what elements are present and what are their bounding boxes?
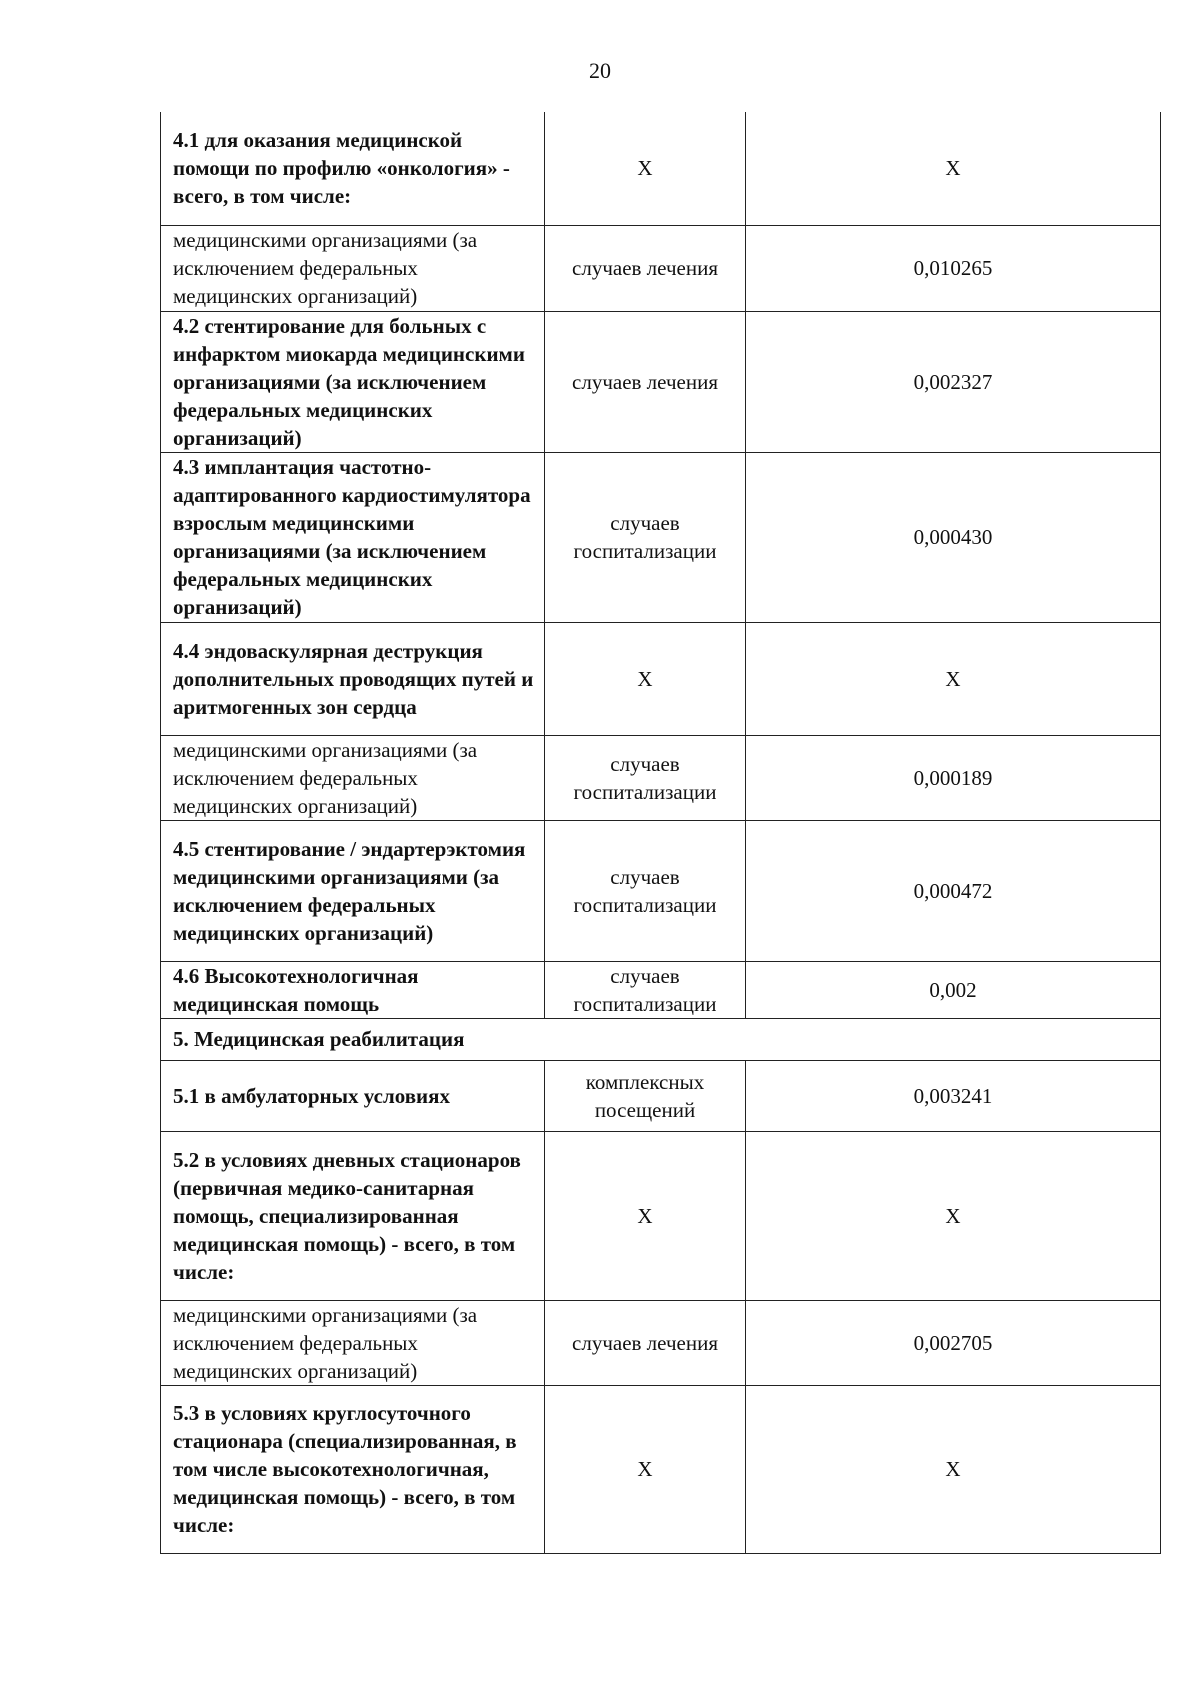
row-value-cell: [746, 1060, 1161, 1131]
row-value: 0,002: [929, 977, 977, 1002]
row-unit: случаев госпитализации: [573, 751, 717, 804]
table-row: [161, 735, 1161, 820]
row-unit: случаев лечения: [572, 256, 718, 280]
row-name: 4.6 Высокотехнологичная медицинская помощь: [173, 963, 419, 1016]
indicators-table: [160, 112, 1161, 1554]
row-unit: случаев лечения: [572, 1330, 718, 1355]
row-unit: случаев госпитализации: [573, 864, 717, 917]
row-name: 4.1 для оказания медицинской помощи по профилю «онкология» - всего, в том числе:: [173, 128, 510, 209]
row-name-cell: [161, 1300, 545, 1385]
row-name-cell: [161, 1385, 545, 1553]
row-unit-cell: [545, 311, 746, 452]
row-value: 0,010265: [913, 256, 993, 280]
row-unit-cell: [545, 225, 746, 311]
row-unit: комплексных посещений: [585, 1069, 705, 1122]
row-name-cell: [161, 452, 545, 622]
section-heading: [161, 1018, 1161, 1060]
row-value-cell: [746, 820, 1161, 961]
page-number: 20: [589, 58, 611, 83]
row-name: медицинскими организациями (за исключением федеральных медицинских организаций): [173, 228, 478, 308]
row-unit: X: [637, 156, 653, 181]
row-unit: X: [637, 666, 653, 691]
row-unit: случаев лечения: [572, 369, 718, 394]
row-unit-cell: [545, 961, 746, 1018]
row-name: медицинскими организациями (за исключением федеральных медицинских организаций): [173, 1302, 478, 1383]
table-row: [161, 112, 1161, 225]
row-value-cell: [746, 1131, 1161, 1300]
row-unit-cell: [545, 622, 746, 735]
row-name: 4.3 имплантация частотно-адаптированного кардиостимулятора взрослым медицинскими организациями (за исключением федеральных медицинских организаций): [173, 455, 531, 619]
row-name-cell: [161, 735, 545, 820]
table-row: [161, 961, 1161, 1018]
table-row: [161, 1300, 1161, 1385]
row-value: 0,002327: [913, 369, 993, 394]
row-unit-cell: [545, 1060, 746, 1131]
row-value: X: [945, 1203, 961, 1228]
row-value-cell: [746, 225, 1161, 311]
row-value-cell: [746, 961, 1161, 1018]
row-name-cell: [161, 311, 545, 452]
row-name-cell: [161, 1060, 545, 1131]
table-row: [161, 225, 1161, 311]
row-unit: X: [637, 1203, 653, 1228]
row-value: 0,000189: [913, 765, 993, 790]
row-name-cell: [161, 1131, 545, 1300]
table-row: [161, 1131, 1161, 1300]
row-name-cell: [161, 622, 545, 735]
row-unit-cell: [545, 112, 746, 225]
row-value-cell: [746, 112, 1161, 225]
row-unit: случаев госпитализации: [573, 963, 717, 1016]
row-value: 0,000430: [913, 525, 993, 549]
row-value: X: [945, 1457, 961, 1481]
row-name-cell: [161, 112, 545, 225]
table-row: [161, 1385, 1161, 1553]
row-value: X: [945, 156, 961, 181]
row-unit-cell: [545, 735, 746, 820]
section-row: [161, 1018, 1161, 1060]
row-name: 5.1 в амбулаторных условиях: [173, 1083, 451, 1108]
row-value: 0,002705: [913, 1330, 993, 1355]
row-unit: случаев госпитализации: [573, 511, 717, 563]
row-unit-cell: [545, 820, 746, 961]
row-unit: X: [637, 1457, 653, 1481]
table-row: [161, 311, 1161, 452]
row-unit-cell: [545, 1300, 746, 1385]
row-name-cell: [161, 820, 545, 961]
row-value-cell: [746, 1300, 1161, 1385]
row-unit-cell: [545, 1385, 746, 1553]
row-value-cell: [746, 735, 1161, 820]
row-name-cell: [161, 961, 545, 1018]
table-row: [161, 820, 1161, 961]
row-name: 5.3 в условиях круглосуточного стационара (специализированная, в том числе высокотехнологичная, медицинская помощь) - всего, в том числе:: [173, 1401, 517, 1537]
row-value: X: [945, 666, 961, 691]
row-name-cell: [161, 225, 545, 311]
row-name: 4.4 эндоваскулярная деструкция дополнительных проводящих путей и аритмогенных зон сердца: [173, 638, 534, 719]
row-value-cell: [746, 622, 1161, 735]
row-unit-cell: [545, 1131, 746, 1300]
row-value-cell: [746, 1385, 1161, 1553]
row-value: 0,003241: [913, 1083, 993, 1108]
table-row: [161, 622, 1161, 735]
row-name: медицинскими организациями (за исключением федеральных медицинских организаций): [173, 737, 478, 818]
row-value-cell: [746, 452, 1161, 622]
row-unit-cell: [545, 452, 746, 622]
row-name: 4.2 стентирование для больных с инфарктом миокарда медицинскими организациями (за исключением федеральных медицинских организаций): [173, 313, 525, 450]
table-row: [161, 452, 1161, 622]
table-row: [161, 1060, 1161, 1131]
section-title: 5. Медицинская реабилитация: [173, 1027, 465, 1051]
row-value: 0,000472: [913, 878, 993, 903]
row-name: 5.2 в условиях дневных стационаров (первичная медико-санитарная помощь, специализированная медицинская помощь) - всего, в том числе:: [173, 1147, 521, 1284]
row-name: 4.5 стентирование / эндартерэктомия медицинскими организациями (за исключением федеральных медицинских организаций): [173, 836, 526, 945]
row-value-cell: [746, 311, 1161, 452]
